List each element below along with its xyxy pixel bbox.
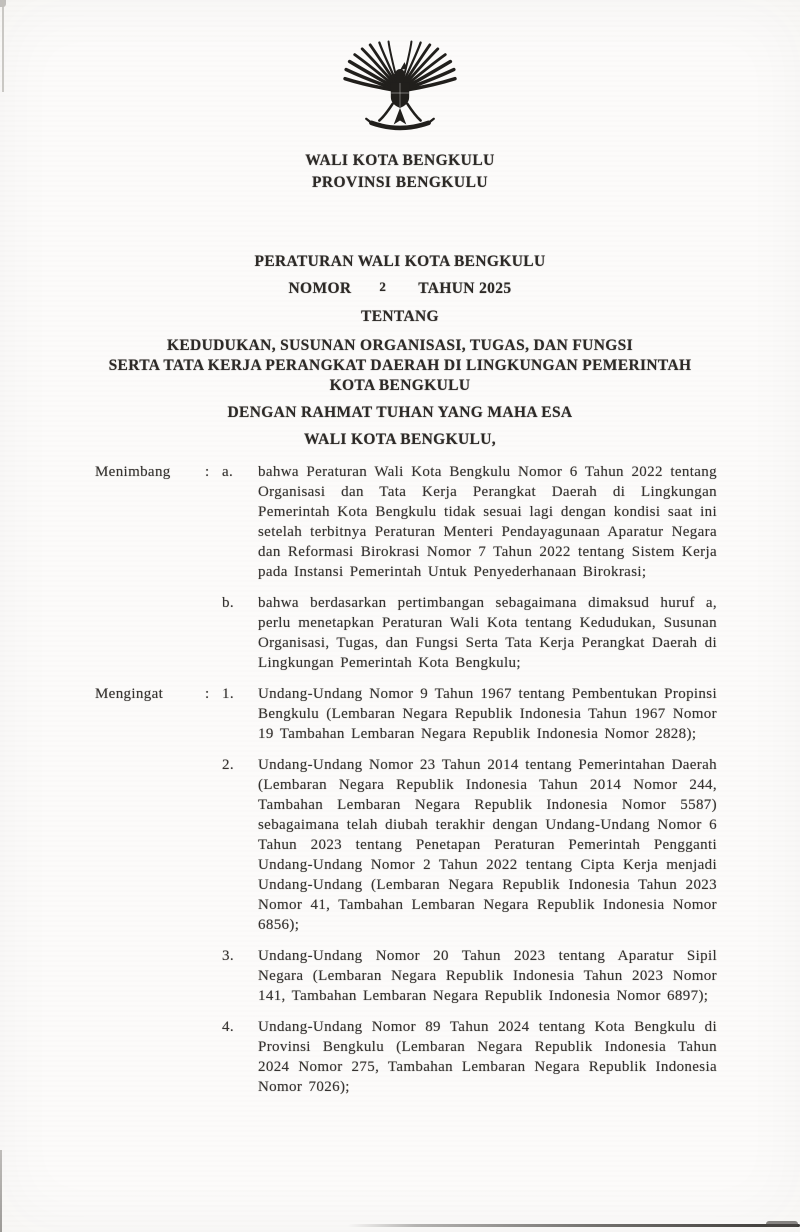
letterhead	[0, 150, 800, 194]
mengingat-marker-4: 4.	[222, 1019, 234, 1035]
scan-bottom-line	[348, 1224, 800, 1227]
nomor-label: NOMOR	[288, 280, 352, 297]
mengingat-item-2: Undang-Undang Nomor 23 Tahun 2014 tentang Pemerintahan Daerah (Lembaran Negara Republik Indonesia Tahun 2014 Nomor 244, Tambahan Lembaran Negara Republik Indonesia Nomor 5587) sebagaimana telah diubah terakhir dengan Undang-Undang Nomor 6 Tahun 2023 tentang Penetapan Peraturan Pemerintah Pengganti Undang-Undang Nomor 2 Tahun 2022 tentang Cipta Kerja menjadi Undang-Undang (Lembaran Negara Republik Indonesia Tahun 2023 Nomor 41, Tambahan Lembaran Negara Republik Indonesia Nomor 6856);	[258, 757, 717, 933]
letterhead-line2: PROVINSI BENGKULU	[311, 174, 489, 191]
regulation-title: PERATURAN WALI KOTA BENGKULU	[254, 253, 546, 270]
mengingat-label: Mengingat	[95, 686, 164, 702]
scan-edge-line-bottom	[0, 1150, 2, 1232]
menimbang-colon: :	[205, 464, 210, 480]
menimbang-item-b: bahwa berdasarkan pertimbangan sebagaimana dimaksud huruf a, perlu menetapkan Peraturan Wali Kota tentang Kedudukan, Susunan Organisasi, Tugas, dan Fungsi Serta Tata Kerja Perangkat Daerah di Lingkungan Pemerintah Kota Bengkulu;	[258, 595, 717, 671]
menimbang-label: Menimbang	[95, 464, 171, 480]
subject-line1: KEDUDUKAN, SUSUNAN ORGANISASI, TUGAS, DAN FUNGSI	[166, 337, 634, 354]
menimbang-item-a: bahwa Peraturan Wali Kota Bengkulu Nomor 6 Tahun 2022 tentang Organisasi dan Tata Kerja Perangkat Daerah di Lingkungan Pemerintah Kota Bengkulu tidak sesuai lagi dengan kondisi saat ini setelah terbitnya Peraturan Menteri Pendayagunaan Aparatur Negara dan Reformasi Birokrasi Nomor 7 Tahun 2022 tentang Sistem Kerja pada Instansi Pemerintah Untuk Penyederhanaan Birokrasi;	[258, 464, 717, 580]
invocation-line: DENGAN RAHMAT TUHAN YANG MAHA ESA	[227, 404, 573, 421]
mengingat-marker-1: 1.	[222, 686, 234, 702]
mengingat-item-1: Undang-Undang Nomor 9 Tahun 1967 tentang Pembentukan Propinsi Bengkulu (Lembaran Negara Republik Indonesia Tahun 1967 Nomor 19 Tambahan Lembaran Negara Republik Indonesia Nomor 2828);	[258, 686, 717, 742]
mengingat-marker-3: 3.	[222, 948, 234, 964]
subject-line3: KOTA BENGKULU	[329, 377, 471, 394]
mengingat-item-4: Undang-Undang Nomor 89 Tahun 2024 tentang Kota Bengkulu di Provinsi Bengkulu (Lembaran Negara Republik Indonesia Tahun 2024 Nomor 275, Tambahan Lembaran Negara Republik Indonesia Nomor 7026);	[258, 1019, 717, 1095]
nomor-value: 2	[379, 279, 387, 294]
menimbang-marker-a: a.	[222, 464, 234, 480]
menimbang-section	[95, 462, 717, 673]
title-block	[0, 252, 800, 450]
scan-edge-line-top	[2, 0, 4, 92]
mengingat-item-3: Undang-Undang Nomor 20 Tahun 2023 tentang Aparatur Sipil Negara (Lembaran Negara Republik Indonesia Tahun 2023 Nomor 141, Tambahan Lembaran Negara Republik Indonesia Nomor 6897);	[258, 948, 717, 1004]
mengingat-marker-2: 2.	[222, 757, 234, 773]
authority-line: WALI KOTA BENGKULU,	[304, 431, 496, 448]
letterhead-line1: WALI KOTA BENGKULU	[305, 152, 495, 169]
scan-bottom-smudge	[766, 1221, 798, 1227]
mengingat-colon: :	[205, 686, 210, 702]
tahun-label: TAHUN 2025	[418, 280, 512, 297]
regulation-number-line	[0, 279, 800, 299]
subject-line2: SERTA TATA KERJA PERANGKAT DAERAH DI LINGKUNGAN PEMERINTAH	[108, 357, 692, 374]
garuda-pancasila-emblem	[337, 36, 463, 142]
tentang-label: TENTANG	[361, 308, 439, 325]
menimbang-marker-b: b.	[222, 595, 234, 611]
mengingat-section	[95, 684, 717, 1097]
document-body	[95, 462, 717, 1097]
